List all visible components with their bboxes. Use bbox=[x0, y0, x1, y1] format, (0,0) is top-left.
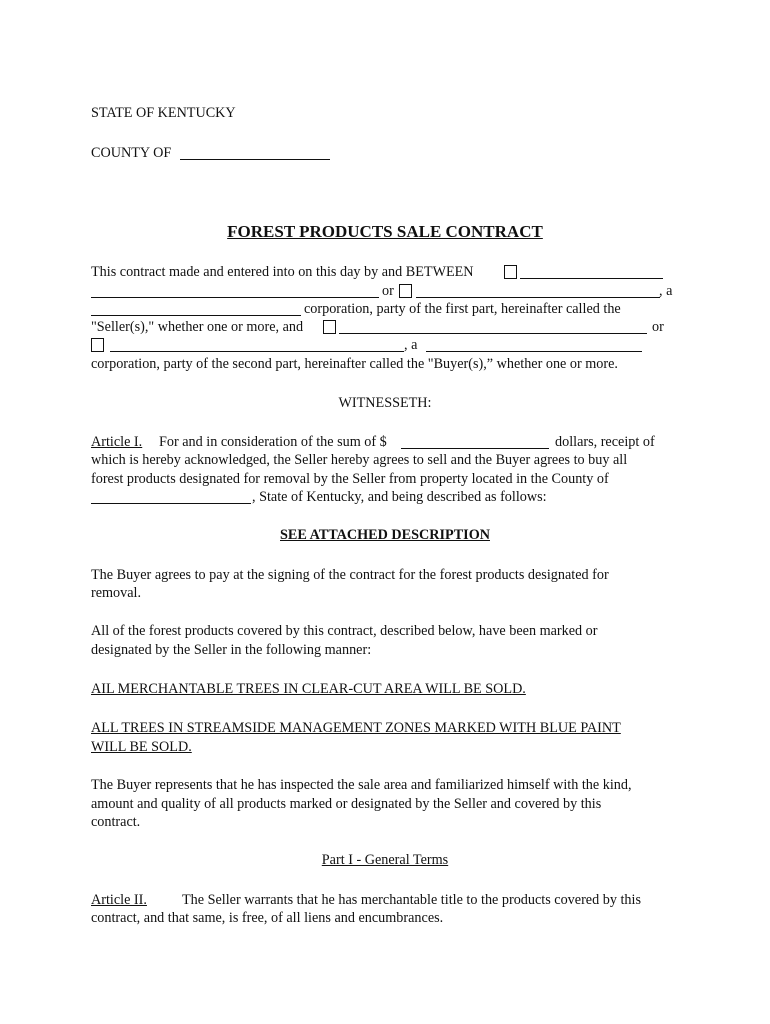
buyer-represents-line-3: contract. bbox=[91, 814, 141, 830]
witnesseth-heading: WITNESSETH: bbox=[338, 395, 432, 411]
county-blank[interactable] bbox=[180, 159, 330, 160]
article-1-line-4: , State of Kentucky, and being described as follows: bbox=[252, 489, 547, 505]
party1-name-blank-2[interactable] bbox=[91, 297, 379, 298]
buyer-represents-line-1: The Buyer represents that he has inspected the sale area and familiarized himself with the kind, bbox=[91, 777, 632, 793]
article-2-line-1: The Seller warrants that he has merchantable title to the products covered by this bbox=[182, 892, 641, 908]
or-text-1: or bbox=[382, 283, 394, 299]
county-label: COUNTY OF bbox=[91, 145, 172, 161]
see-attached-heading: SEE ATTACHED DESCRIPTION bbox=[280, 527, 490, 543]
a-text-1: , a bbox=[659, 283, 673, 299]
contract-title: FOREST PRODUCTS SALE CONTRACT bbox=[227, 222, 543, 241]
or-text-2: or bbox=[652, 319, 664, 335]
sum-blank[interactable] bbox=[401, 448, 549, 449]
sellers-text: "Seller(s)," whether one or more, and bbox=[91, 319, 304, 335]
corp1-type-blank[interactable] bbox=[416, 297, 660, 298]
corp2-state-blank[interactable] bbox=[426, 351, 642, 352]
clear-cut-statement: AIL MERCHANTABLE TREES IN CLEAR-CUT AREA WILL BE SOLD. bbox=[91, 681, 526, 697]
buyer-pay-line-2: removal. bbox=[91, 585, 142, 601]
forest-products-line-2: designated by the Seller in the following manner: bbox=[91, 642, 372, 658]
state-heading: STATE OF KENTUCKY bbox=[91, 105, 236, 121]
party1-name-blank[interactable] bbox=[520, 278, 663, 279]
buyer-pay-line-1: The Buyer agrees to pay at the signing of the contract for the forest products designated for bbox=[91, 567, 609, 583]
article-1-line-1a: For and in consideration of the sum of $ bbox=[159, 434, 387, 450]
corp1-checkbox[interactable] bbox=[399, 284, 412, 298]
party1-checkbox[interactable] bbox=[504, 265, 517, 279]
corp2-type-blank[interactable] bbox=[110, 351, 404, 352]
corp1-state-blank[interactable] bbox=[91, 315, 301, 316]
streamside-line-2: WILL BE SOLD. bbox=[91, 739, 192, 755]
forest-products-line-1: All of the forest products covered by this contract, described below, have been marked or bbox=[91, 623, 598, 639]
county-property-blank[interactable] bbox=[91, 503, 251, 504]
a-text-2: , a bbox=[404, 337, 418, 353]
streamside-line-1: ALL TREES IN STREAMSIDE MANAGEMENT ZONES MARKED WITH BLUE PAINT bbox=[91, 720, 621, 736]
buyer-represents-line-2: amount and quality of all products marked or designated by the Seller and covered by this bbox=[91, 796, 602, 812]
corp1-text: corporation, party of the first part, hereinafter called the bbox=[304, 301, 621, 317]
corp2-text: corporation, party of the second part, hereinafter called the "Buyer(s),” whether one or more. bbox=[91, 356, 618, 372]
party2-checkbox[interactable] bbox=[323, 320, 336, 334]
article-2-label: Article II. bbox=[91, 892, 147, 908]
part-1-heading: Part I - General Terms bbox=[321, 852, 449, 868]
corp2-checkbox[interactable] bbox=[91, 338, 104, 352]
parties-line-1: This contract made and entered into on this day by and BETWEEN bbox=[91, 264, 474, 280]
article-1-line-3: forest products designated for removal by the Seller from property located in the County of bbox=[91, 471, 609, 487]
article-1-label: Article I. bbox=[91, 434, 143, 450]
article-2-line-2: contract, and that same, is free, of all liens and encumbrances. bbox=[91, 910, 444, 926]
party2-name-blank[interactable] bbox=[339, 333, 647, 334]
article-1-line-2: which is hereby acknowledged, the Seller hereby agrees to sell and the Buyer agrees to buy all bbox=[91, 452, 628, 468]
article-1-line-1b: dollars, receipt of bbox=[555, 434, 655, 450]
